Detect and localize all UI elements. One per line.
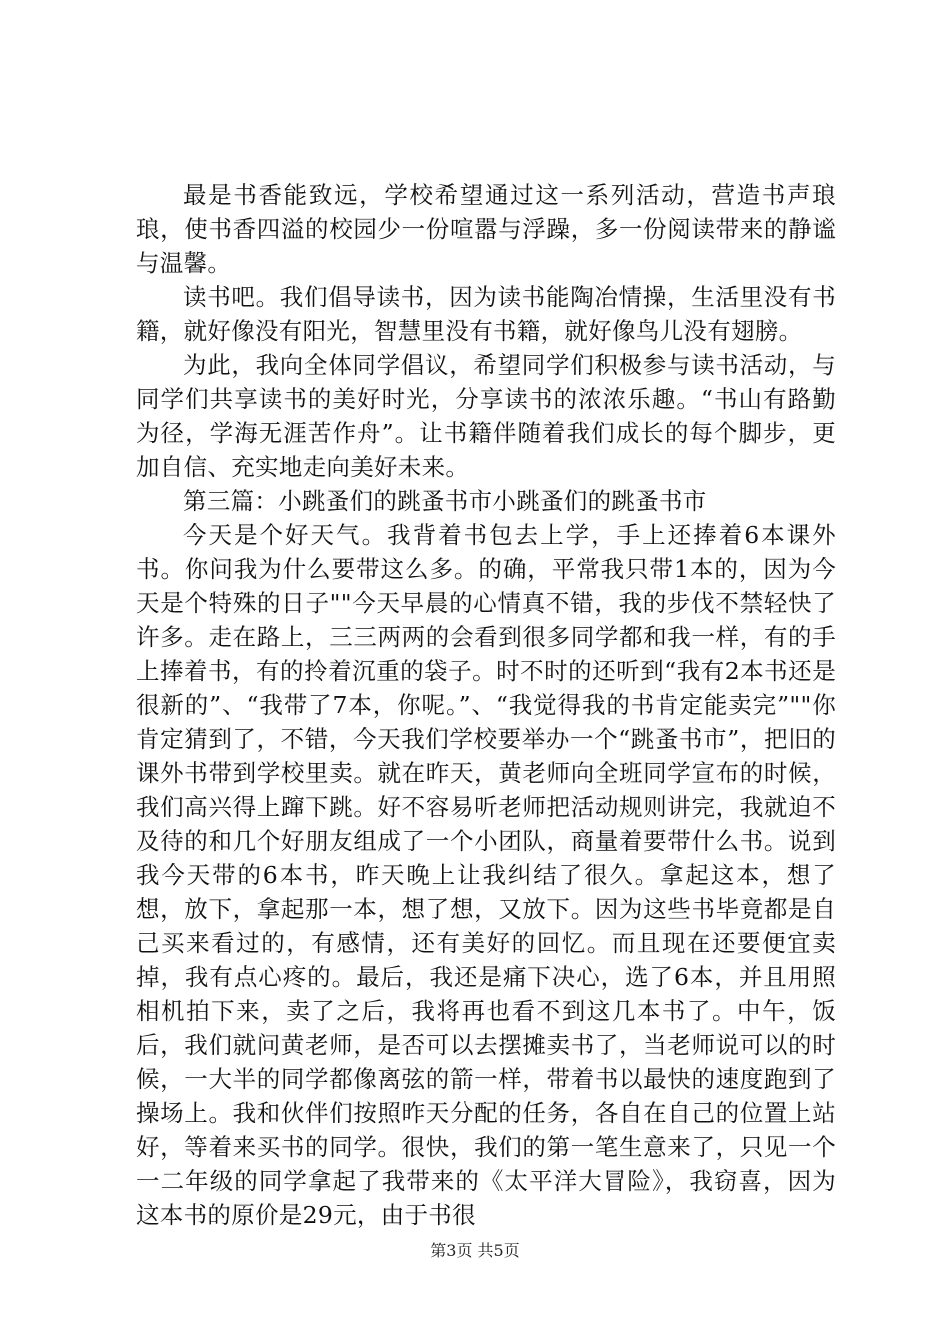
- section-heading-part-three: 第三篇：小跳蚤们的跳蚤书市小跳蚤们的跳蚤书市: [183, 487, 707, 515]
- page-number-footer: 第3页 共5页: [430, 1241, 520, 1260]
- paragraph-proposal: 为此，我向全体同学倡议，希望同学们积极参与读书活动，与同学们共享读书的美好时光，分享读书的浓浓乐趣。“书山有路勤为径，学海无涯苦作舟”。让书籍伴随着我们成长的每个脚步，更加自信、充实地走向美好未来。: [136, 351, 836, 481]
- document-body: [136, 178, 836, 1232]
- paragraph-reading-advocacy: 读书吧。我们倡导读书，因为读书能陶冶情操，生活里没有书籍，就好像没有阳光，智慧里没有书籍，就好像鸟儿没有翅膀。: [136, 283, 836, 345]
- paragraph-flea-market-story: 今天是个好天气。我背着书包去上学，手上还捧着6本课外书。你问我为什么要带这么多。的确，平常我只带1本的，因为今天是个特殊的日子""今天早晨的心情真不错，我的步伐不禁轻快了许多。走在路上，三三两两的会看到很多同学都和我一样，有的手上捧着书，有的拎着沉重的袋子。时不时的还听到“我有2本书还是很新的”、“我带了7本，你呢。”、“我觉得我的书肯定能卖完”""你肯定猜到了，不错，今天我们学校要举办一个“跳蚤书市”，把旧的课外书带到学校里卖。就在昨天，黄老师向全班同学宣布的时候，我们高兴得上蹿下跳。好不容易听老师把活动规则讲完，我就迫不及待的和几个好朋友组成了一个小团队，商量着要带什么书。说到我今天带的6本书，昨天晚上让我纠结了很久。拿起这本，想了想，放下，拿起那一本，想了想，又放下。因为这些书毕竟都是自己买来看过的，有感情，还有美好的回忆。而且现在还要便宜卖掉，我有点心疼的。最后，我还是痛下决心，选了6本，并且用照相机拍下来，卖了之后，我将再也看不到这几本书了。中午，饭后，我们就问黄老师，是否可以去摆摊卖书了，当老师说可以的时候，一大半的同学都像离弦的箭一样，带着书以最快的速度跑到了操场上。我和伙伴们按照昨天分配的任务，各自在自己的位置上站好，等着来买书的同学。很快，我们的第一笔生意来了，只见一个一二年级的同学拿起了我带来的《太平洋大冒险》，我窃喜，因为这本书的原价是29元，由于书很: [136, 521, 836, 1229]
- paragraph-closing-remarks: 最是书香能致远，学校希望通过这一系列活动，营造书声琅琅，使书香四溢的校园少一份喧嚣与浮躁，多一份阅读带来的静谧与温馨。: [136, 181, 836, 277]
